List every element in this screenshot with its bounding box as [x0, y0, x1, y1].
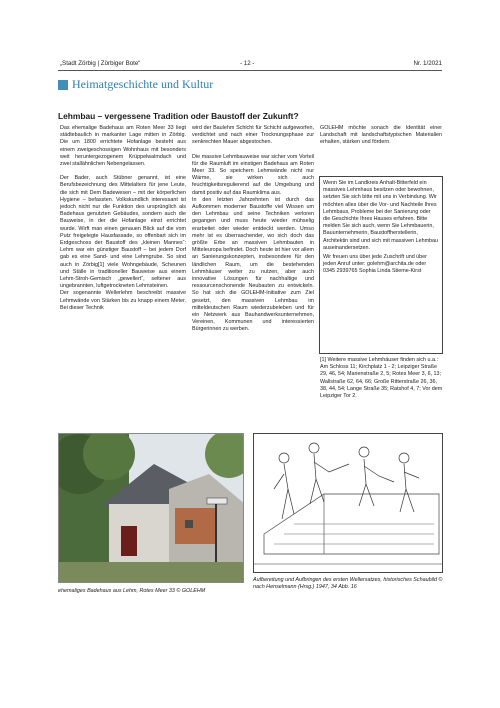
- article-column-3: [320, 125, 442, 165]
- wellerlehm-drawing: [254, 434, 443, 573]
- article-title: Lehmbau – vergessene Tradition oder Baustoff der Zukunft?: [58, 111, 299, 121]
- paragraph: Der Bader, auch Stübner genannt, ist eine Berufsbezeichnung des Mittelalters für jene Leute, die sich mit Dem Badewesen – mit der körperlichen Hygiene – befassten. Volkskundlich interessant ist jedoch nicht nur die Funktion des ursprünglich als Badehaus genutzten Gebäudes, sondern auch die Bauweise, in der die Hofanlage einst errichtet wurde. Wirft man einen genauen Blick auf die vom Putz freigelegte Hausfassade, so offenbart sich im Erdgeschoss der Baustoff des „kleinen Mannes“: Lehm war ein günstiger Baustoff – bei jedem Dorf gab es eine Sand- und eine Lehmgrube. So sind auch in Zörbig[1] viele Wohngebäude, Scheunen und Ställe in traditioneller Bauweise aus einem Lehm-Stroh-Gemisch „gewellert“, seltener aus ungebrannten, luftgetrockneten Lehmsteinen.: [60, 175, 186, 290]
- article-column-2: [192, 125, 314, 427]
- paragraph: GOLEHM möchte sonach die Identität einer Landschaft mit landschaftstypischen Materialien erhalten, stärken und fördern.: [320, 125, 442, 146]
- header-issue-number: Nr. 1/2021: [413, 60, 442, 67]
- paragraph: Die massive Lehmbauweise war sicher vom Vorteil für die Raumluft im einstigen Badehaus am Roten Meer 33. So speichern Lehmwände nicht nur Wärme, sie wirken sich auch feuchtigkeitsregulierend auf die Umgebung und damit positiv auf das Raumklima aus.: [192, 153, 314, 196]
- photo-caption: ehemaliges Badehaus aus Lehm, Rotes Meer 33 © GOLEHM: [58, 588, 206, 594]
- paragraph: Das ehemalige Badehaus am Roten Meer 33 liegt städtebaulich in markanter Lage mitten in Zörbig. Die um 1800 errichtete Hofanlage besteht aus einem zweigeschossigen Wohnhaus mit besonders weit heruntergezogenem Krüppelwalmdach und zwei stallähnlichen Nebengelassen.: [60, 125, 186, 168]
- section-square-icon: [58, 80, 68, 90]
- section-heading: [58, 77, 213, 92]
- header-page-number: - 12 -: [240, 60, 255, 67]
- section-title: Heimatgeschichte und Kultur: [72, 77, 214, 91]
- illustration-caption: Aufbereitung und Aufbringen des ersten Wellersatzes, historisches Schaubild © nach Henselmann (Hrsg.) 1947, 34 Abb. 16: [253, 577, 443, 591]
- article-column-1: [60, 125, 186, 427]
- header-divider: [58, 70, 442, 71]
- footnote: [1] Weitere massive Lehmhäuser finden sich u.a.: Am Schloss 11; Kirchplatz 1 - 2; Leipziger Straße 29, 46, 54; Marienstraße 2, 5; Rotes Meer 3, 6, 13; Wallstraße 62, 64, 66; Große Ritterstraße 26, 36, 38, 44, 54; Lange Straße 35; Ratshof 4, 7; Vor dem Leipziger Tor 2.: [320, 357, 443, 400]
- historic-illustration: [253, 433, 443, 573]
- paragraph: wird der Baulehm Schicht für Schicht aufgeworfen, verdichtet und nach einer Trocknungsphase zur senkrechten Mauer abgestochen.: [192, 125, 314, 146]
- photo-illustration: [59, 434, 244, 583]
- paragraph: Der sogenannte Wellerlehm beschreibt massive Lehmwände von Stärken bis zu knapp einem Meter. Bei dieser Technik: [60, 290, 186, 311]
- contact-request: Wenn Sie im Landkreis Anhalt-Bitterfeld ein massives Lehmhaus besitzen oder bewohnen, setzten Sie sich bitte mit uns in Verbindung. Wir möchten alles über die Vor- und Nachteile Ihres Lehmbaus, Probleme bei der Sanierung oder die Geschichte Ihres Hauses erfahren. Bitte melden Sie sich auch, wenn Sie Lehmbauerin, Bauunternehmerin, Baustoffherstellerin, Architektin sind und sich mit massiven Lehmbau auseinandersetzen.: [323, 180, 439, 251]
- contact-box: [319, 176, 443, 354]
- contact-details: Wir freuen uns über jede Zuschrift und über jeden Anruf unter: golehm@archita.de oder 0345 2939765 Sophia Linda Stieme-Kirst: [323, 254, 427, 275]
- header-publication: „Stadt Zörbig | Zörbiger Bote“: [60, 60, 141, 67]
- paragraph: In den letzten Jahrzehnten ist durch das Aufkommen moderner Baustoffe viel Wissen um den Lehmbau und seine Techniken verloren gegangen und muss heute wieder mühselig erarbeitet oder wieder entdeckt werden. Umso mehr ist es überraschender, wo sich doch das größte Erbe an massiven Lehmbauten in Mitteleuropa befindet. Doch heute ist hier vor allem an Sanierungskonzepten, insbesondere für den ländlichen Raum, um die bestehenden Lehmhäuser weiter zu nutzen, aber auch innovative Lösungen für nachhaltige und ressourcenschonende Neubauten zu entwickeln. So hat sich die GOLEHM-Initiative zum Ziel gesetzt, den massiven Lehmbau im mitteldeutschen Raum wiederzubeleben und für ein Netzwerk aus Bauhandwerksunternehmen, Vereinen, Kommunen und interessierten Bürgerinnen zu werben.: [192, 196, 314, 333]
- badehaus-photo: [58, 433, 244, 583]
